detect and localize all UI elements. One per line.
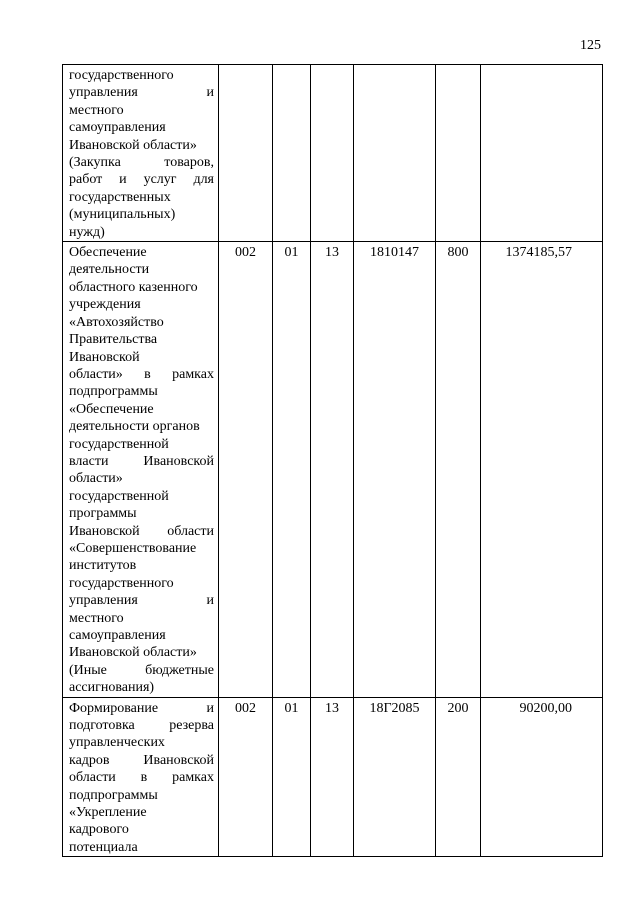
description-line: «Автохозяйство — [69, 314, 164, 330]
subsection-code-cell — [311, 65, 354, 242]
description-line: «Обеспечение — [69, 401, 154, 417]
description-line: потенциала — [69, 839, 138, 855]
description-line: деятельности органов — [69, 419, 200, 435]
description-line: государственной — [69, 436, 169, 452]
description-line: Ивановской области» — [69, 645, 197, 661]
description-line: Ивановской области — [69, 523, 214, 539]
target-article-cell: 1810147 — [354, 242, 436, 698]
expense-type-cell: 800 — [436, 242, 481, 698]
table-row — [63, 242, 603, 698]
description-line: самоуправления — [69, 120, 166, 136]
description-line: деятельности — [69, 262, 150, 278]
description-line: управления и — [69, 593, 214, 609]
description-line: местного — [69, 610, 124, 626]
description-line: (Закупка товаров, — [69, 155, 214, 171]
description-line: области» — [69, 471, 123, 487]
section-code-cell — [273, 65, 311, 242]
description-line: «Совершенствование — [69, 540, 197, 556]
description-line: подготовка резерва — [69, 718, 214, 734]
description-line: институтов — [69, 558, 137, 574]
description-cell — [63, 65, 219, 242]
target-article-cell — [354, 65, 436, 242]
subsection-code-cell: 13 — [311, 242, 354, 698]
amount-cell — [481, 65, 603, 242]
description-line: кадрового — [69, 822, 129, 838]
description-line: области» в рамках — [69, 366, 214, 382]
description-line: Обеспечение — [69, 245, 147, 261]
description-line: Ивановской области» — [69, 137, 197, 153]
description-line: Ивановской — [69, 349, 140, 365]
section-code-cell: 01 — [273, 242, 311, 698]
ministry-code-cell — [219, 65, 273, 242]
description-line: государственного — [69, 68, 174, 83]
expense-type-cell — [436, 65, 481, 242]
amount-cell: 90200,00 — [481, 697, 603, 857]
table-row — [63, 697, 603, 857]
description-line: учреждения — [69, 297, 141, 313]
description-line: самоуправления — [69, 628, 166, 643]
description-line: местного — [69, 102, 124, 118]
description-line: государственных — [69, 189, 171, 205]
description-line: кадров Ивановской — [69, 752, 214, 768]
target-article-cell: 18Г2085 — [354, 697, 436, 857]
section-code-cell: 01 — [273, 697, 311, 857]
expense-type-cell: 200 — [436, 697, 481, 857]
description-line: подпрограммы — [69, 384, 158, 400]
ministry-code-cell: 002 — [219, 242, 273, 698]
description-line: власти Ивановской — [69, 453, 214, 469]
description-line: (муниципальных) — [69, 207, 176, 223]
description-line: работ и услуг для — [69, 172, 214, 188]
description-line: государственного — [69, 575, 174, 591]
description-line: областного казенного — [69, 279, 198, 295]
budget-table — [62, 64, 603, 857]
description-line: управления и — [69, 85, 214, 101]
page-number: 125 — [580, 38, 601, 53]
description-line: «Укрепление — [69, 805, 147, 821]
description-line: Формирование и — [69, 700, 214, 716]
amount-cell: 1374185,57 — [481, 242, 603, 698]
description-cell — [63, 242, 219, 698]
ministry-code-cell: 002 — [219, 697, 273, 857]
table-row — [63, 65, 603, 242]
description-cell — [63, 697, 219, 857]
description-line: (Иные бюджетные — [69, 662, 214, 678]
description-line: подпрограммы — [69, 787, 158, 803]
subsection-code-cell: 13 — [311, 697, 354, 857]
description-line: управленческих — [69, 735, 165, 751]
description-line: нужд) — [69, 224, 105, 240]
description-line: Правительства — [69, 332, 158, 348]
description-line: области в рамках — [69, 770, 214, 786]
description-line: ассигнования) — [69, 680, 155, 696]
description-line: программы — [69, 506, 137, 522]
description-line: государственной — [69, 488, 169, 504]
